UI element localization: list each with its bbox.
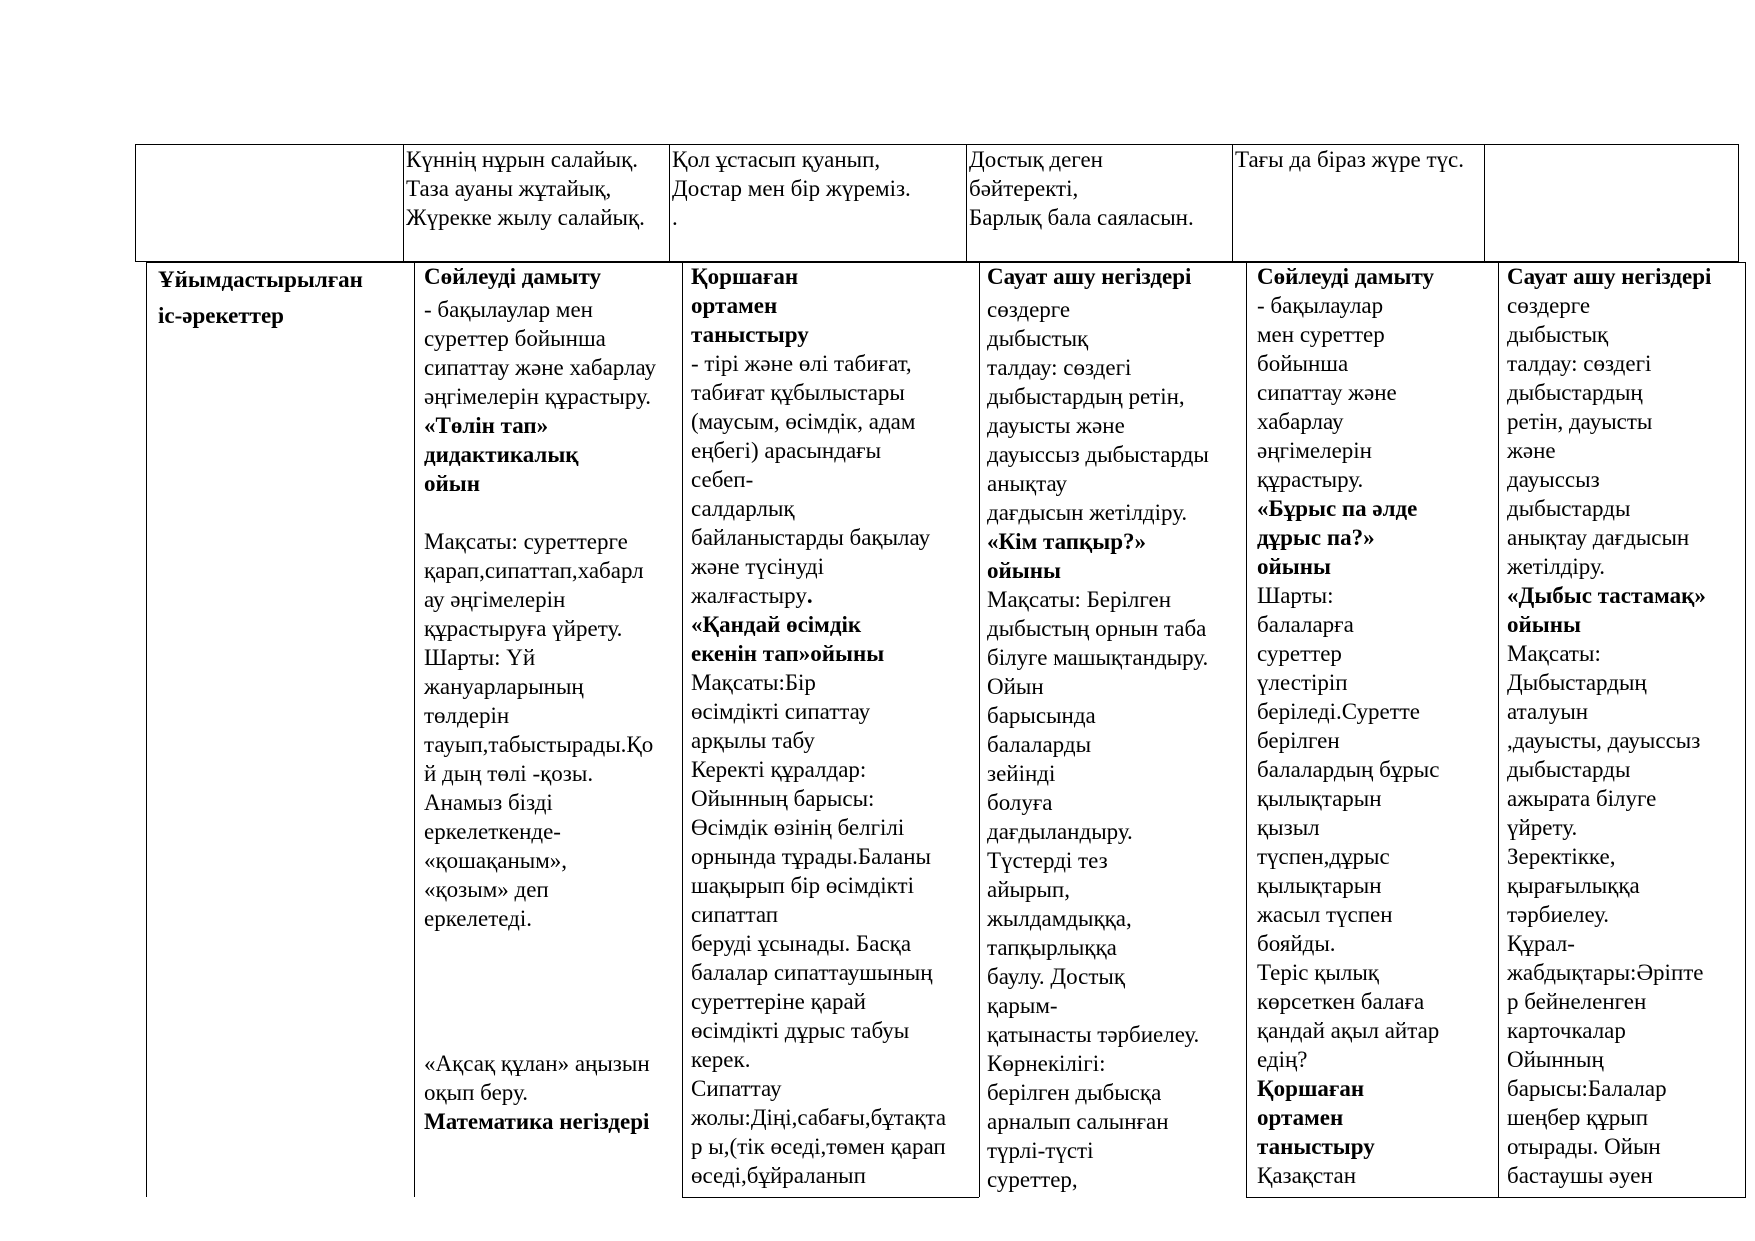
activity-description: сөздерге дыбыстық талдау: сөздегі дыбыстардың ретін, дауысты және дауыссыз дыбыстарды анықтау дағдысын жетілдіру. (987, 297, 1209, 525)
game-title: «Дыбыс тастамақ» ойыны (1507, 583, 1706, 637)
cell-bottom-border (1246, 1197, 1746, 1198)
story-task: «Ақсақ құлан» аңызын оқып беру. (424, 1051, 650, 1105)
cell-bottom-border (682, 1197, 979, 1198)
activity-description: сөздерге дыбыстық талдау: сөздегі дыбыстардың ретін, дауысты және дауыссыз дыбыстарды анықтау дағдысын жетілдіру. (1507, 293, 1690, 579)
game-title: «Қандай өсімдік екенін тап»ойыны (691, 612, 885, 666)
table-left-border (146, 262, 147, 1197)
activity-description: Қазақстан (1257, 1163, 1357, 1188)
row-header-line: іс-әрекеттер (158, 303, 284, 328)
row-header-line: Ұйымдастырылған (158, 267, 363, 292)
activity-cell-literacy (979, 262, 1246, 1194)
activity-title: Қоршаған ортамен таныстыру (1257, 1076, 1375, 1159)
activity-title: Сауат ашу негіздері (1507, 264, 1712, 289)
top-cell-empty (136, 145, 404, 262)
activity-title: Математика негіздері (424, 1109, 650, 1134)
game-title: «Кім тапқыр?» ойыны (987, 529, 1147, 583)
activity-title: Қоршаған ортамен таныстыру (691, 264, 809, 347)
row-header-cell (146, 262, 414, 334)
game-body: Мақсаты: Дыбыстардың аталуын ,дауысты, дауыссыз дыбыстарды ажырата білуге үйрету. Зеректікке, қырағылыққа тәрбиелеу. Құрал- жабдықтары:Әріпте р бейнеленген карточкалар Ойынның барысы:Балалар шеңбер құрып отырады. Ойын бастаушы әуен (1507, 641, 1704, 1188)
game-title: «Төлін тап» дидактикалық ойын (424, 413, 579, 496)
game-body: Шарты: балаларға суреттер үлестіріп беріледі.Суретте берілген балалардың бұрыс қылықтарын қызыл түспен,дұрыс қылықтарын жасыл түспен бояйды. Теріс қылық көрсеткен балаға қандай ақыл айтар едің? (1257, 583, 1440, 1072)
activity-cell-speech-development (414, 262, 682, 1136)
activity-cell-environment (682, 262, 979, 1190)
activities-table (146, 262, 1746, 1192)
activity-description: - тірі және өлі табиғат, табиғат құбылыстары (маусым, өсімдік, адам еңбегі) арасындағы себеп- салдарлық байланыстарды бақылау және түсінуді жалғастыру. (691, 351, 931, 608)
activity-cell-speech-development-2 (1246, 262, 1498, 1190)
game-title: «Бұрыс па әлде дұрыс па?» ойыны (1257, 496, 1418, 579)
activity-title: Сөйлеуді дамыту (1257, 264, 1434, 289)
top-cell-verse-1: Күннің нұрын салайық. Таза ауаны жұтайық, Жүрекке жылу салайық. (404, 145, 670, 262)
activity-description: - бақылаулар мен суреттер бойынша сипаттау және хабарлау әңгімелерін құрастыру. (1257, 293, 1397, 492)
top-cell-verse-2: Қол ұстасып қуанып, Достар мен бір жүреміз. . (670, 145, 967, 262)
activity-description: - бақылаулар мен суреттер бойынша сипаттау және хабарлау әңгімелерін құрастыру. (424, 297, 657, 409)
game-body: Мақсаты: Берілген дыбыстың орнын таба білуге машықтандыру. Ойын барысында балаларды зейінді болуға дағдыландыру. Түстерді тез айырып, жылдамдыққа, тапқырлыққа баулу. Достық қарым- қатынасты тәрбиелеу. Көрнекілігі: берілген дыбысқа арналып салынған түрлі-түсті суреттер, (987, 587, 1209, 1192)
top-cell-verse-4: Тағы да біраз жүре түс. (1233, 145, 1485, 262)
top-table (135, 144, 1739, 262)
activity-cell-literacy-2 (1498, 262, 1745, 1190)
top-cell-empty-end (1485, 145, 1739, 262)
top-cell-verse-3: Достық деген бәйтеректі, Барлық бала саяласын. (967, 145, 1233, 262)
game-goal: Мақсаты: суреттерге қарап,сипаттап,хабарл ау әңгімелерін құрастыруға үйрету. Шарты: Үй жануарларының төлдерін тауып,табыстырады.Қо й дың төлі -қозы. Анамыз бізді еркелеткенде- «қошақаным», «қозым» деп еркелетеді. (424, 529, 654, 931)
table-right-border (1745, 262, 1746, 1197)
game-body: Мақсаты:Бір өсімдікті сипаттау арқылы табу Керекті құралдар: Ойынның барысы: Өсімдік өзінің белгілі орнында тұрады.Баланы шақырып бір өсімдікті сипаттап беруді ұсынады. Басқа балалар сипаттаушының суреттеріне қарай өсімдікті дұрыс табуы керек. Сипаттау жолы:Діңі,сабағы,бұтақта р ы,(тік өседі,төмен қарап өседі,бұйраланып (691, 670, 947, 1188)
activity-title: Сауат ашу негіздері (987, 264, 1192, 289)
top-table-row (136, 145, 1739, 262)
activity-title: Сөйлеуді дамыту (424, 264, 601, 289)
